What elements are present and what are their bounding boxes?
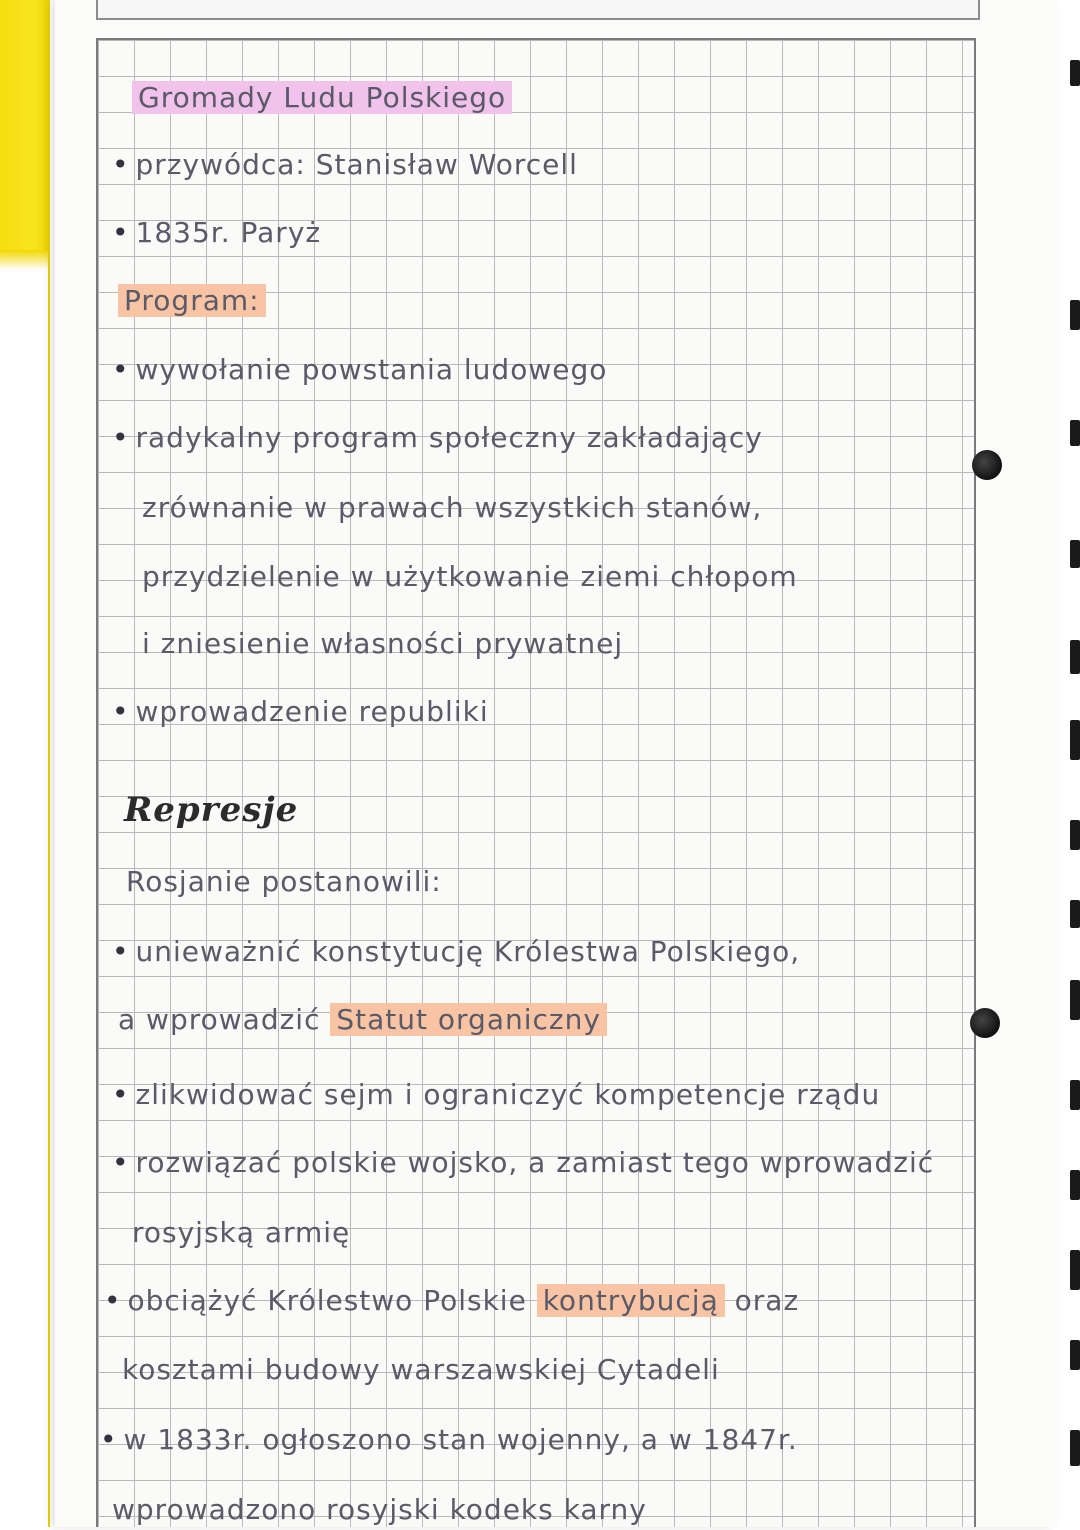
program-item-text: zrównanie w prawach wszystkich stanów, bbox=[142, 491, 763, 524]
binder-ring bbox=[1070, 420, 1080, 446]
program-item bbox=[112, 692, 489, 732]
bullet: • bbox=[112, 216, 130, 249]
binder-ring bbox=[1070, 540, 1080, 568]
bullet: • bbox=[112, 935, 130, 968]
represje-item-text: a wprowadzić bbox=[118, 1003, 321, 1036]
bullet: • bbox=[104, 1284, 122, 1317]
represje-item bbox=[104, 1281, 799, 1321]
represje-item-text: oraz bbox=[734, 1284, 800, 1317]
kontrybucja-highlight: kontrybucją bbox=[537, 1284, 725, 1317]
date-text: 1835r. Paryż bbox=[135, 216, 322, 249]
binder-ring bbox=[1070, 1250, 1080, 1290]
represje-item-text: w 1833r. ogłoszono stan wojenny, a w 1847r. bbox=[123, 1423, 798, 1456]
binder-ring bbox=[1070, 60, 1080, 86]
program-label bbox=[118, 281, 266, 321]
program-item-text: wywołanie powstania ludowego bbox=[135, 353, 608, 386]
represje-item bbox=[112, 1143, 934, 1183]
binder-ring bbox=[1070, 1080, 1080, 1110]
represje-item bbox=[112, 932, 800, 972]
bullet: • bbox=[112, 353, 130, 386]
bullet: • bbox=[112, 421, 130, 454]
program-item-text: i zniesienie własności prywatnej bbox=[142, 627, 624, 660]
represje-item-text: unieważnić konstytucję Królestwa Polskiego, bbox=[135, 935, 801, 968]
represje-intro bbox=[126, 862, 442, 902]
leader-text: przywódca: Stanisław Worcell bbox=[135, 148, 578, 181]
punch-hole-top bbox=[972, 450, 1002, 480]
section-title-gromady bbox=[132, 78, 512, 118]
represje-item-text: zlikwidować sejm i ograniczyć kompetencje rządu bbox=[135, 1078, 881, 1111]
bullet: • bbox=[112, 148, 130, 181]
represje-item-text: rozwiązać polskie wojsko, a zamiast tego wprowadzić bbox=[135, 1146, 935, 1179]
represje-item-continuation bbox=[132, 1213, 350, 1253]
leader-line bbox=[112, 145, 578, 185]
bullet: • bbox=[112, 1146, 130, 1179]
program-item bbox=[112, 350, 607, 390]
represje-item-text: rosyjską armię bbox=[132, 1216, 351, 1249]
program-label-text: Program: bbox=[118, 284, 266, 317]
represje-item-text: obciążyć Królestwo Polskie bbox=[127, 1284, 527, 1317]
represje-item bbox=[112, 1075, 880, 1115]
binder-ring bbox=[1070, 1430, 1080, 1466]
date-line bbox=[112, 213, 321, 253]
statut-highlight: Statut organiczny bbox=[330, 1003, 607, 1036]
section-title-text: Gromady Ludu Polskiego bbox=[132, 81, 512, 114]
section-title-represje bbox=[124, 790, 298, 830]
binder-ring bbox=[1070, 300, 1080, 330]
represje-item-text: wprowadzono rosyjski kodeks karny bbox=[112, 1493, 647, 1526]
previous-page-edge bbox=[96, 0, 980, 20]
binder-ring bbox=[1070, 1340, 1080, 1370]
represje-item-continuation bbox=[112, 1490, 647, 1530]
bullet: • bbox=[112, 695, 130, 728]
represje-intro-text: Rosjanie postanowili: bbox=[126, 865, 442, 898]
represje-item bbox=[100, 1420, 798, 1460]
program-item-continuation bbox=[142, 488, 762, 528]
binder-background bbox=[0, 250, 48, 1527]
represje-item-continuation bbox=[122, 1350, 720, 1390]
program-item-continuation bbox=[142, 557, 798, 597]
binder-ring bbox=[1070, 980, 1080, 1020]
binder-tab-edge bbox=[0, 250, 48, 270]
program-item-text: wprowadzenie republiki bbox=[135, 695, 489, 728]
represje-item-text: kosztami budowy warszawskiej Cytadeli bbox=[122, 1353, 720, 1386]
bullet: • bbox=[112, 1078, 130, 1111]
program-item-text: przydzielenie w użytkowanie ziemi chłopom bbox=[142, 560, 798, 593]
program-item-text: radykalny program społeczny zakładający bbox=[135, 421, 763, 454]
punch-hole-bottom bbox=[970, 1008, 1000, 1038]
section-title-text: Represje bbox=[124, 790, 299, 830]
binder-ring bbox=[1070, 900, 1080, 928]
binder-ring bbox=[1070, 820, 1080, 850]
binder-ring bbox=[1070, 640, 1080, 674]
program-item bbox=[112, 418, 763, 458]
bullet: • bbox=[100, 1423, 118, 1456]
binder-ring bbox=[1070, 720, 1080, 760]
represje-item-continuation bbox=[118, 1000, 607, 1040]
binder-ring bbox=[1070, 1170, 1080, 1200]
program-item-continuation bbox=[142, 624, 623, 664]
